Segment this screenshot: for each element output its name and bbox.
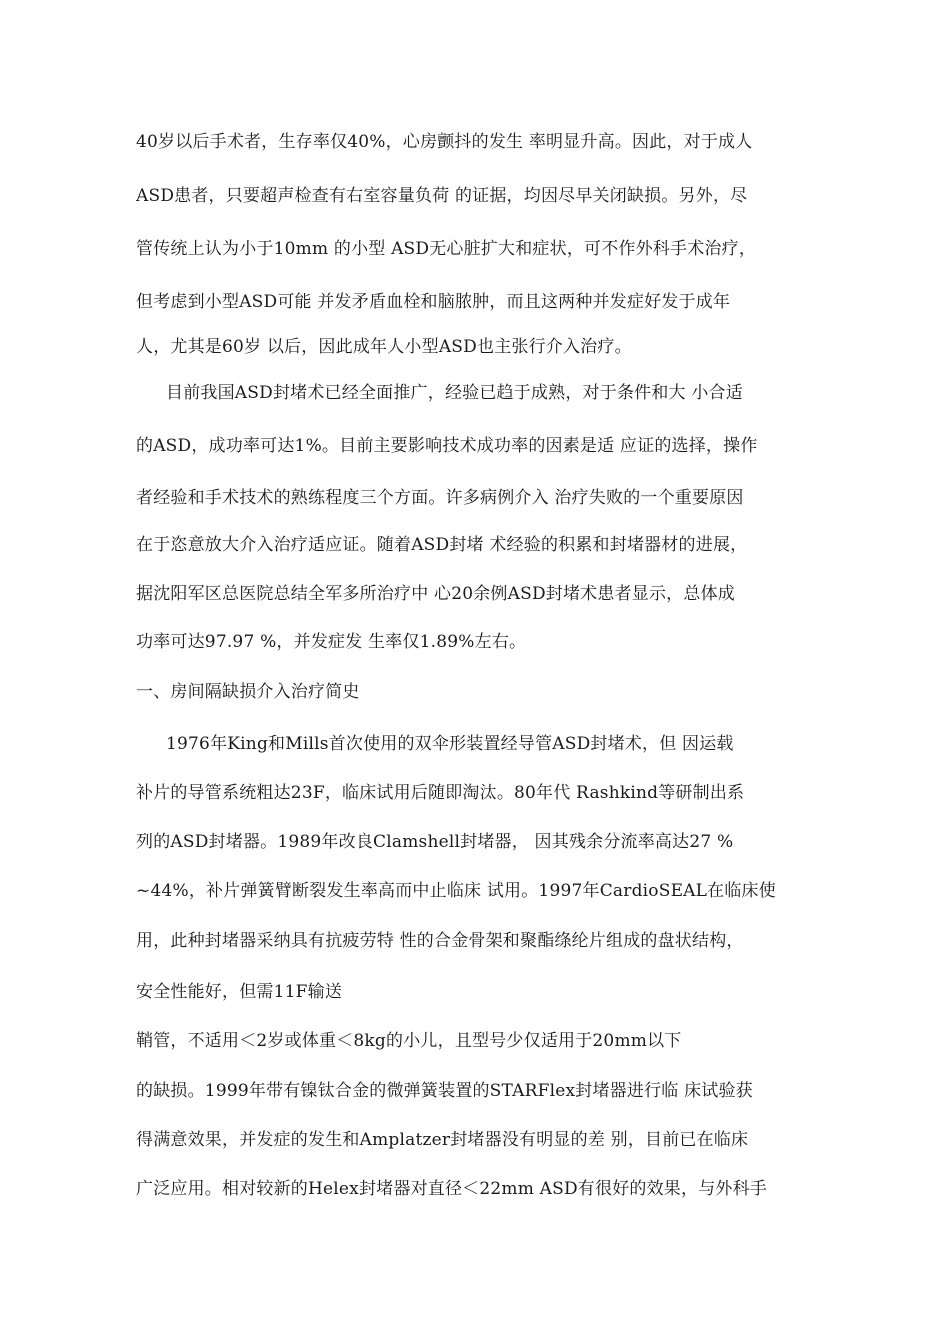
text-line: 在于恣意放大介入治疗适应证。随着ASD封堵 术经验的积累和封堵器材的进展， — [136, 535, 748, 555]
section-heading: 一、房间隔缺损介入治疗简史 — [136, 682, 360, 702]
text-line: 广泛应用。相对较新的Helex封堵器对直径＜22mm ASD有很好的效果，与外科手 — [136, 1179, 767, 1199]
text-line: 人，尤其是60岁 以后，因此成年人小型ASD也主张行介入治疗。 — [136, 337, 632, 357]
text-line: 管传统上认为小于10mm 的小型 ASD无心脏扩大和症状，可不作外科手术治疗， — [136, 239, 757, 259]
text-line: 但考虑到小型ASD可能 并发矛盾血栓和脑脓肿，而且这两种并发症好发于成年 — [136, 292, 731, 312]
text-line: 功率可达97.97 %，并发症发 生率仅1.89%左右。 — [136, 632, 527, 652]
text-line: 得满意效果，并发症的发生和Amplatzer封堵器没有明显的差 别，目前已在临床 — [136, 1130, 749, 1150]
text-line: 用，此种封堵器采纳具有抗疲劳特 性的合金骨架和聚酯绦纶片组成的盘状结构， — [136, 931, 744, 951]
text-line: ~44%，补片弹簧臂断裂发生率高而中止临床 试用。1997年CardioSEAL在临床使 — [136, 881, 776, 901]
text-line: 的缺损。1999年带有镍钛合金的微弹簧装置的STARFlex封堵器进行临 床试验获 — [136, 1081, 753, 1101]
text-line: 目前我国ASD封堵术已经全面推广，经验已趋于成熟，对于条件和大 小合适 — [166, 383, 743, 403]
text-line: ASD患者，只要超声检查有右室容量负荷 的证据，均因尽早关闭缺损。另外，尽 — [136, 186, 748, 206]
text-line: 的ASD，成功率可达1%。目前主要影响技术成功率的因素是适 应证的选择，操作 — [136, 436, 758, 456]
text-line: 安全性能好，但需11F输送 — [136, 982, 343, 1002]
text-line: 鞘管，不适用＜2岁或体重＜8kg的小儿，且型号少仅适用于20mm以下 — [136, 1031, 682, 1051]
text-line: 者经验和手术技术的熟练程度三个方面。许多病例介入 治疗失败的一个重要原因 — [136, 488, 744, 508]
text-line: 补片的导管系统粗达23F，临床试用后随即淘汰。80年代 Rashkind等研制出系 — [136, 783, 745, 803]
text-line: 列的ASD封堵器。1989年改良Clamshell封堵器， 因其残余分流率高达27 % — [136, 832, 734, 852]
text-line: 40岁以后手术者，生存率仅40%，心房颤抖的发生 率明显升高。因此，对于成人 — [136, 132, 753, 152]
text-line: 1976年King和Mills首次使用的双伞形装置经导管ASD封堵术，但 因运载 — [166, 734, 734, 754]
text-line: 据沈阳军区总医院总结全军多所治疗中 心20余例ASD封堵术患者显示，总体成 — [136, 584, 735, 604]
